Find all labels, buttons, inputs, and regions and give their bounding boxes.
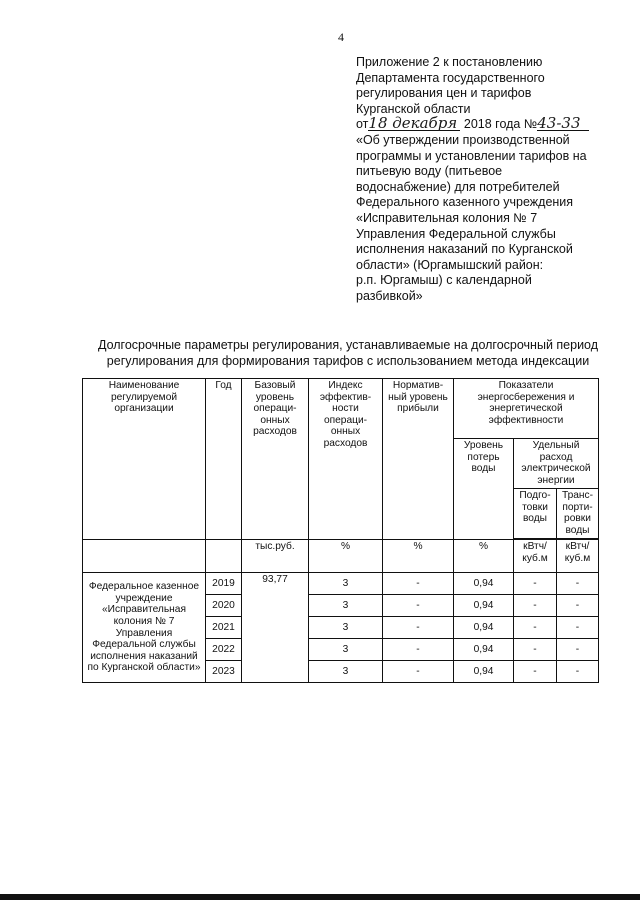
index-cell: 3 [309, 639, 383, 661]
handwritten-number: 43-33 [537, 114, 581, 133]
index-cell: 3 [309, 595, 383, 617]
title-line: исполнения наказаний по Курганской [356, 242, 573, 257]
date-prefix: от [356, 117, 369, 132]
losses-cell: 0,94 [454, 595, 514, 617]
prep-cell: - [514, 573, 557, 595]
heading-line-2: регулирования для формирования тарифов с использованием метода индексации [106, 353, 590, 368]
unit-losses: % [454, 540, 514, 573]
losses-cell: 0,94 [454, 661, 514, 683]
table-row [83, 573, 599, 595]
unit-prep: кВтч/ куб.м [514, 540, 557, 573]
title-line: Федерального казенного учреждения [356, 195, 574, 210]
page-number: 4 [338, 30, 344, 44]
title-line: питьевую воду (питьевое [356, 164, 503, 179]
table-heading [78, 338, 618, 369]
scan-bottom-edge [0, 894, 640, 900]
index-cell: 3 [309, 573, 383, 595]
prep-cell: - [514, 595, 557, 617]
index-cell: 3 [309, 617, 383, 639]
year-cell: 2020 [206, 595, 242, 617]
title-line: Управления Федеральной службы [356, 226, 556, 241]
year-cell: 2021 [206, 617, 242, 639]
profit-cell: - [383, 661, 454, 683]
header-losses: Уровень потерь воды [454, 439, 514, 540]
profit-cell: - [383, 617, 454, 639]
transport-cell: - [557, 617, 599, 639]
heading-line-1: Долгосрочные параметры регулирования, устанавливаемые на долгосрочный период [97, 338, 599, 352]
prep-cell: - [514, 639, 557, 661]
header-index: Индекс эффектив-ности операци-онных расходов [309, 379, 383, 540]
header-transport: Транс-порти-ровки воды [557, 489, 599, 539]
title-line: программы и установлении тарифов на [356, 148, 587, 163]
transport-cell: - [557, 595, 599, 617]
prep-cell: - [514, 617, 557, 639]
header-org: Наименование регулируемой организации [83, 379, 206, 540]
year-text: 2018 года № [463, 117, 538, 132]
prep-cell: - [514, 661, 557, 683]
header-base: Базовый уровень операци-онных расходов [242, 379, 309, 540]
profit-cell: - [383, 573, 454, 595]
parameters-table [82, 378, 599, 683]
base-value-cell: 93,77 [242, 573, 309, 683]
transport-cell: - [557, 573, 599, 595]
losses-cell: 0,94 [454, 617, 514, 639]
losses-cell: 0,94 [454, 573, 514, 595]
title-line: «Исправительная колония № 7 [356, 210, 538, 225]
header-year: Год [206, 379, 242, 540]
year-cell: 2023 [206, 661, 242, 683]
year-cell: 2022 [206, 639, 242, 661]
appendix-line: регулирования цен и тарифов [356, 86, 532, 101]
title-line: р.п. Юргамыш) с календарной [356, 273, 532, 288]
handwritten-date: 18 декабря [368, 114, 458, 133]
header-profit: Норматив-ный уровень прибыли [383, 379, 454, 540]
organization-cell: Федеральное казенное учреждение «Исправительная колония № 7 Управления Федеральной службы исполнения наказаний по Курганской области» [83, 573, 206, 683]
appendix-block [356, 55, 626, 305]
losses-cell: 0,94 [454, 639, 514, 661]
unit-profit: % [383, 540, 454, 573]
transport-cell: - [557, 639, 599, 661]
appendix-line: Приложение 2 к постановлению [356, 55, 543, 69]
header-prep: Подго-товки воды [514, 489, 557, 539]
transport-cell: - [557, 661, 599, 683]
appendix-line: Курганской области [356, 101, 471, 116]
title-line: разбивкой» [356, 288, 423, 303]
title-line: водоснабжение) для потребителей [356, 179, 560, 194]
profit-cell: - [383, 595, 454, 617]
unit-index: % [309, 540, 383, 573]
title-line: области» (Юргамышский район: [356, 257, 544, 272]
header-specific-group: Удельный расход электрической энергии [514, 439, 599, 489]
index-cell: 3 [309, 661, 383, 683]
unit-base: тыс.руб. [242, 540, 309, 573]
title-line: «Об утверждении производственной [356, 132, 570, 147]
profit-cell: - [383, 639, 454, 661]
appendix-date-line [356, 114, 626, 133]
appendix-line: Департамента государственного [356, 70, 545, 85]
unit-transport: кВтч/ куб.м [557, 540, 599, 573]
year-cell: 2019 [206, 573, 242, 595]
header-energy-group: Показатели энергосбережения и энергетической эффективности [454, 379, 599, 439]
